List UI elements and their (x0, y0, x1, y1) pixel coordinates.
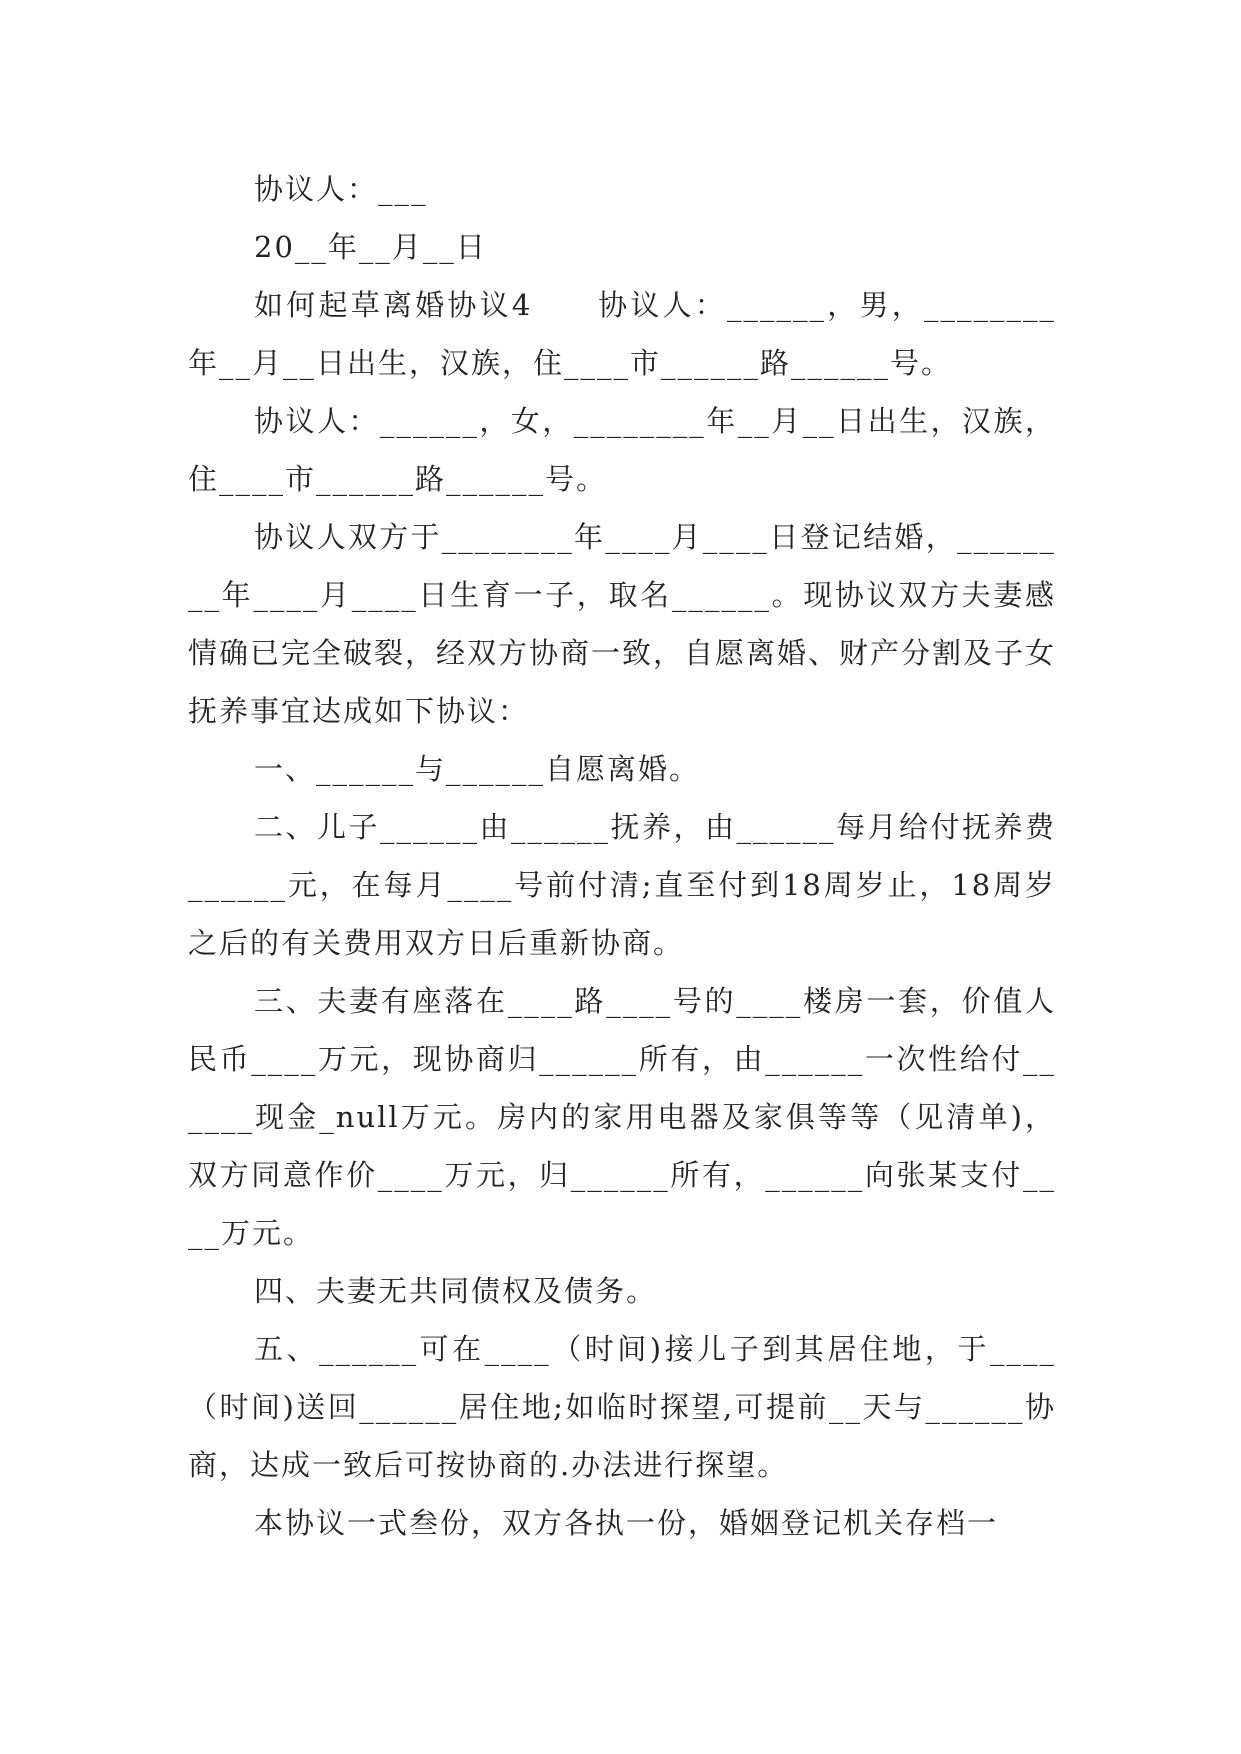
signatory-line: 协议人：___ (254, 172, 428, 206)
clause-three: 三、夫妻有座落在____路____号的____楼房一套，价值人民币____万元，现协商归______所有，由______一次性给付______现金_null万元。房内的家用电器及家俱等等（见清单)，双方同意作价____万元，归______所有，______向张某支付____万元。 (188, 984, 1056, 1250)
date-line: 20__年__月__日 (254, 230, 487, 264)
marriage-background-paragraph: 协议人双方于________年____月____日登记结婚，________年____月____日生育一子，取名______。现协议双方夫妻感情确已完全破裂，经双方协商一致，自愿离婚、财产分割及子女抚养事宜达成如下协议： (188, 520, 1057, 728)
clause-five: 五、______可在____（时间)接儿子到其居住地，于____（时间)送回______居住地;如临时探望,可提前__天与______协商，达成一致后可按协商的.办法进行探望。 (188, 1332, 1056, 1482)
document-body (188, 160, 1056, 1552)
party-male-paragraph: 如何起草离婚协议4 协议人：______，男，________年__月__日出生，汉族，住____市______路______号。 (188, 288, 1056, 380)
clause-two: 二、儿子______由______抚养，由______每月给付抚养费______元，在每月____号前付清;直至付到18周岁止，18周岁之后的有关费用双方日后重新协商。 (188, 810, 1056, 960)
clause-one: 一、______与______自愿离婚。 (254, 752, 701, 786)
clause-four: 四、夫妻无共同债权及债务。 (254, 1274, 658, 1308)
party-female-paragraph: 协议人：______，女，________年__月__日出生，汉族，住____市______路______号。 (188, 404, 1056, 496)
copies-paragraph: 本协议一式叁份，双方各执一份，婚姻登记机关存档一 (254, 1506, 999, 1540)
